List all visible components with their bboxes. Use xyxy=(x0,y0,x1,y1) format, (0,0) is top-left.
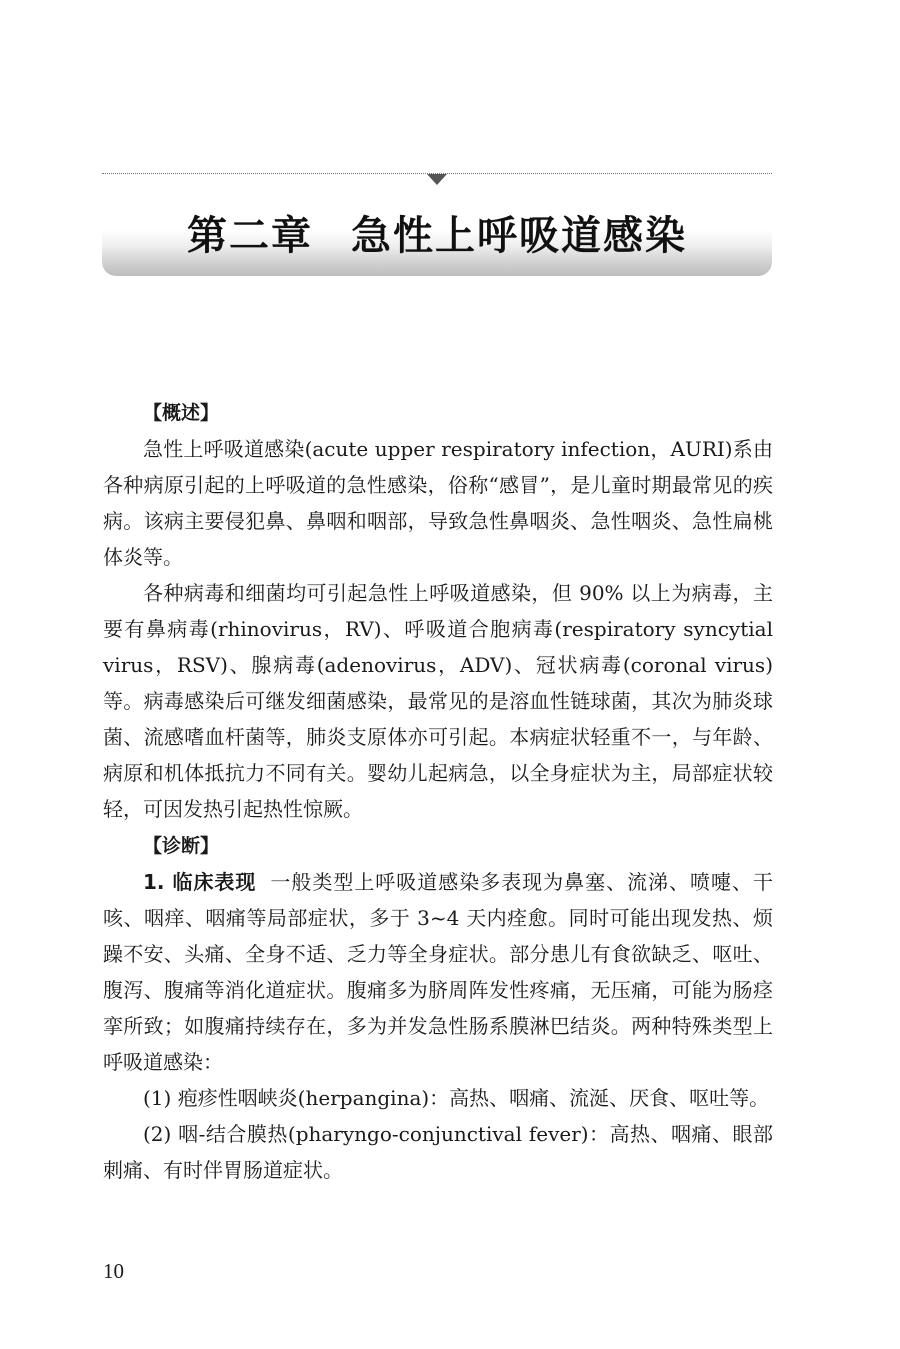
overview-paragraph-2: 各种病毒和细菌均可引起急性上呼吸道感染，但 90% 以上为病毒，主要有鼻病毒(rhinovirus，RV)、呼吸道合胞病毒(respiratory syncytial virus，RSV)、腺病毒(adenovirus，ADV)、冠状病毒(coronal virus)等。病毒感染后可继发细菌感染，最常见的是溶血性链球菌，其次为肺炎球菌、流感嗜血杆菌等，肺炎支原体亦可引起。本病症状轻重不一，与年龄、病原和机体抵抗力不同有关。婴幼儿起病急，以全身症状为主，局部症状较轻，可因发热引起热性惊厥。 xyxy=(103,581,773,821)
chapter-title xyxy=(102,206,772,266)
list-item-herpangina: (1) 疱疹性咽峡炎(herpangina)：高热、咽痛、流涎、厌食、呕吐等。 xyxy=(143,1086,770,1110)
overview-paragraph-1: 急性上呼吸道感染(acute upper respiratory infection，AURI)系由各种病原引起的上呼吸道的急性感染，俗称“感冒”，是儿童时期最常见的疾病。该病主要侵犯鼻、鼻咽和咽部，导致急性鼻咽炎、急性咽炎、急性扁桃体炎等。 xyxy=(103,437,773,569)
overview-heading: 【概述】 xyxy=(143,402,220,424)
list-item-pharyngo-conjunctival: (2) 咽-结合膜热(pharyngo-conjunctival fever)：高热、咽痛、眼部刺痛、有时伴胃肠道症状。 xyxy=(103,1122,773,1182)
header-triangle-marker xyxy=(427,174,447,185)
clinical-subheading: 1. 临床表现 xyxy=(143,870,257,894)
page-body xyxy=(103,394,773,1188)
page-number: 10 xyxy=(103,1259,124,1283)
section-heading-diagnosis xyxy=(103,827,773,864)
chapter-name: 急性上呼吸道感染 xyxy=(351,213,687,259)
clinical-paragraph xyxy=(103,864,773,1080)
section-heading-overview xyxy=(103,394,773,431)
diagnosis-heading: 【诊断】 xyxy=(143,835,220,857)
chapter-number: 第二章 xyxy=(187,213,313,259)
clinical-text: 一般类型上呼吸道感染多表现为鼻塞、流涕、喷嚏、干咳、咽痒、咽痛等局部症状，多于 3~4 天内痊愈。同时可能出现发热、烦躁不安、头痛、全身不适、乏力等全身症状。部分患儿有食欲缺乏、呕吐、腹泻、腹痛等消化道症状。腹痛多为脐周阵发性疼痛，无压痛，可能为肠痉挛所致；如腹痛持续存在，多为并发急性肠系膜淋巴结炎。两种特殊类型上呼吸道感染： xyxy=(103,870,773,1074)
